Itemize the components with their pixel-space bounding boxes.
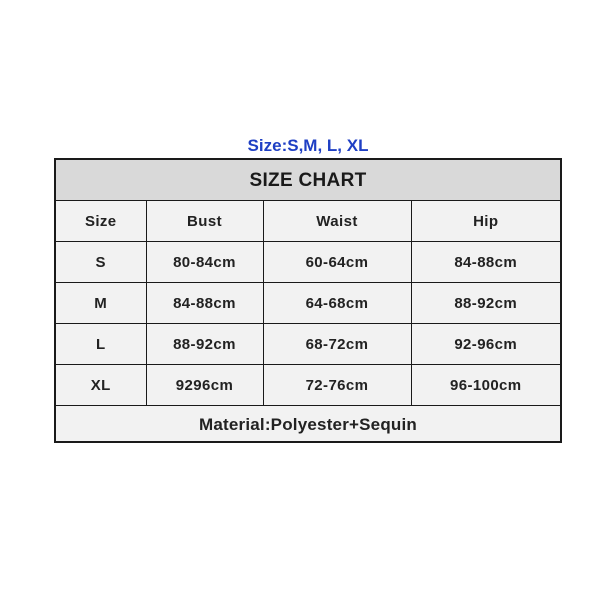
hip-cell: 92-96cm (411, 324, 560, 365)
hip-cell: 88-92cm (411, 283, 560, 324)
header-row (56, 201, 560, 242)
bust-cell: 84-88cm (146, 283, 263, 324)
size-table (56, 201, 560, 444)
bust-cell: 88-92cm (146, 324, 263, 365)
size-cell: M (56, 283, 146, 324)
hip-cell: 84-88cm (411, 242, 560, 283)
size-cell: XL (56, 365, 146, 406)
header-size: Size (56, 201, 146, 242)
table-row (56, 365, 560, 406)
available-sizes: Size:S,M, L, XL (247, 136, 369, 155)
hip-cell: 96-100cm (411, 365, 560, 406)
size-chart (54, 158, 562, 443)
bust-cell: 9296cm (146, 365, 263, 406)
size-cell: S (56, 242, 146, 283)
header-hip: Hip (411, 201, 560, 242)
waist-cell: 64-68cm (263, 283, 411, 324)
table-row (56, 324, 560, 365)
size-cell: L (56, 324, 146, 365)
waist-cell: 72-76cm (263, 365, 411, 406)
chart-title: SIZE CHART (56, 160, 560, 201)
waist-cell: 60-64cm (263, 242, 411, 283)
footer-row (56, 406, 560, 445)
waist-cell: 68-72cm (263, 324, 411, 365)
bust-cell: 80-84cm (146, 242, 263, 283)
material-note: Material:Polyester+Sequin (56, 406, 560, 445)
table-row (56, 283, 560, 324)
header-bust: Bust (146, 201, 263, 242)
table-row (56, 242, 560, 283)
header-waist: Waist (263, 201, 411, 242)
